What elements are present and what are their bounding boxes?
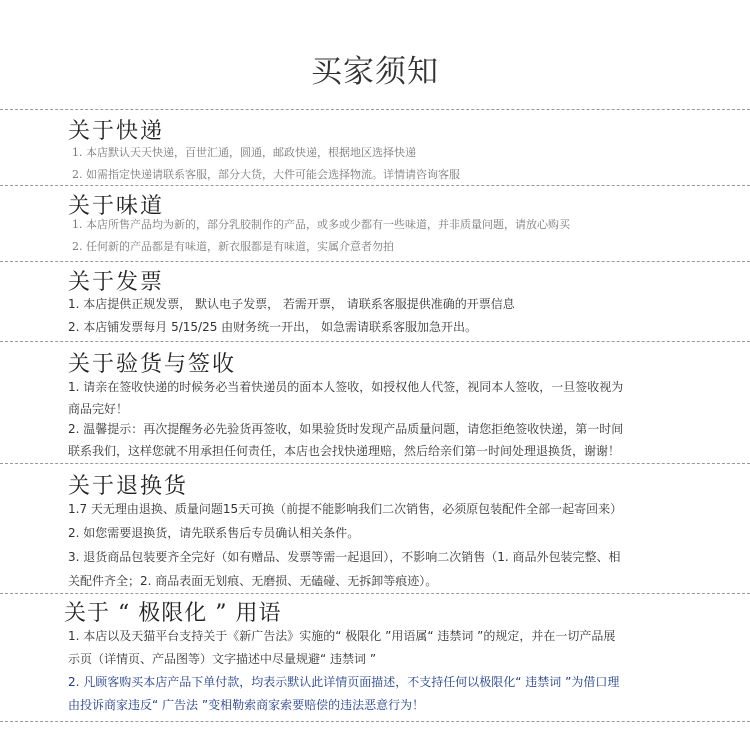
section-line: 1. 本店所售产品均为新的，部分乳胶制作的产品，或多或少都有一些味道，并非质量问题，请放心购买 [72,218,570,231]
section-line: 1. 本店以及天猫平台支持关于《新广告法》实施的“ 极限化 ”用语属“ 违禁词 ”的规定，并在一切产品展 [68,629,616,643]
section-line: 2. 任何新的产品都是有味道，新衣服都是有味道，实属介意者勿拍 [72,240,394,253]
section-line-highlight: 由投诉商家违反“ 广告法 ”变相勒索商家索要赔偿的违法恶意行为！ [68,698,425,712]
section-line: 2. 如需指定快递请联系客服，部分大货，大件可能会选择物流。详情请咨询客服 [72,168,460,181]
section-title: 关于退换货 [68,474,189,499]
divider [0,109,750,110]
page-title: 买家须知 [311,54,439,90]
divider [0,185,750,186]
section-line: 联系我们，这样您就不用承担任何责任，本店也会找快递理赔，然后给亲们第一时间处理退换货，谢谢！ [68,444,621,458]
section-title: 关于味道 [68,194,165,219]
divider [0,261,750,262]
section-line: 3. 退货商品包装要齐全完好（如有赠品、发票等需一起退回），不影响二次销售（1. 商品外包装完整、相 [68,550,621,564]
section-line: 2. 本店铺发票每月 5/15/25 由财务统一开出， 如急需请联系客服加急开出。 [68,320,477,334]
section-title: 关于发票 [68,270,165,295]
section-title: 关于快递 [68,119,165,144]
section-line-highlight: 2. 凡顾客购买本店产品下单付款，均表示默认此详情页面描述，不支持任何以极限化“ 违禁词 ”为借口理 [68,675,620,689]
section-line: 1. 本店提供正规发票， 默认电子发票， 若需开票， 请联系客服提供准确的开票信息 [68,297,515,311]
section-line: 1. 请亲在签收快递的时候务必当着快递员的面本人签收，如授权他人代签，视同本人签收，一旦签收视为 [68,380,624,394]
section-line: 商品完好！ [68,402,129,416]
divider [0,341,750,342]
section-line: 2. 如您需要退换货，请先联系售后专员确认相关条件。 [68,526,360,540]
section-line: 1. 本店默认天天快递，百世汇通，圆通，邮政快递，根据地区选择快递 [72,146,416,159]
section-title: 关于 “ 极限化 ” 用语 [64,601,282,626]
section-line: 2. 温馨提示：再次提醒务必先验货再签收，如果验货时发现产品质量问题，请您拒绝签收快递，第一时间 [68,422,624,436]
section-line: 1.7 天无理由退换、质量问题15天可换（前提不能影响我们二次销售，必须原包装配件全部一起寄回来） [68,502,623,516]
divider [0,721,750,722]
section-line: 关配件齐全；2. 商品表面无划痕、无磨损、无磕碰、无拆卸等痕迹）。 [68,574,438,588]
section-title: 关于验货与签收 [68,352,237,377]
divider [0,593,750,594]
divider [0,463,750,464]
section-line: 示页（详情页、产品图等）文字描述中尽量规避“ 违禁词 ” [68,652,377,666]
